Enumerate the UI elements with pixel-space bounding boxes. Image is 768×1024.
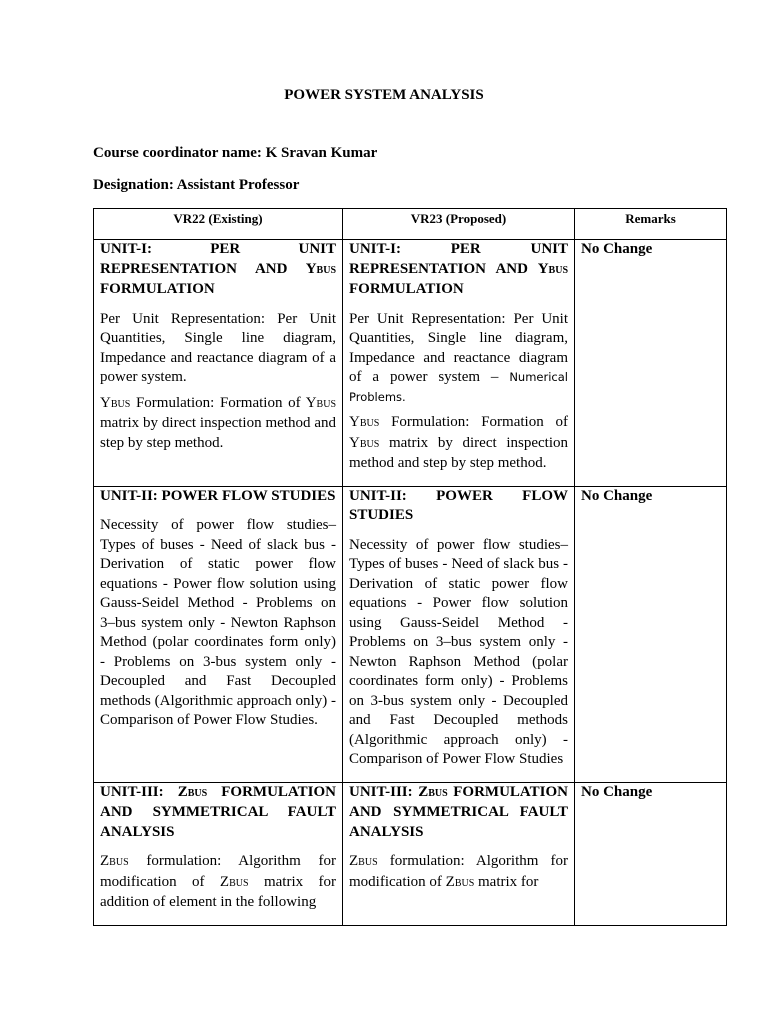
unit1-proposed-cell bbox=[343, 240, 575, 487]
unit1-existing-para1: Per Unit Representation: Per Unit Quantities, Single line diagram, Impedance and reactance diagram of a power system. bbox=[100, 310, 336, 385]
designation: Designation: Assistant Professor bbox=[93, 177, 300, 193]
unit2-proposed-cell bbox=[343, 486, 575, 782]
unit1-existing-cell bbox=[94, 240, 343, 487]
page-title: POWER SYSTEM ANALYSIS bbox=[284, 87, 484, 103]
unit3-existing-heading: UNIT-III: ZBUS FORMULATION AND SYMMETRICAL FAULT ANALYSIS bbox=[100, 783, 336, 840]
course-coordinator: Course coordinator name: K Sravan Kumar bbox=[93, 145, 378, 161]
header-existing: VR22 (Existing) bbox=[94, 209, 343, 240]
unit1-existing-heading: UNIT-I: PER UNIT REPRESENTATION AND YBUS FORMULATION bbox=[100, 241, 336, 297]
unit3-remark: No Change bbox=[575, 782, 727, 925]
table-row bbox=[94, 240, 727, 487]
unit2-existing-para1: Necessity of power flow studies– Types of buses - Need of slack bus - Derivation of static power flow equations - Power flow solution using Gauss-Seidel Method - Problems on 3–bus system only - Newton Raphson Method (polar coordinates form only) - Problems on 3-bus system only - Decoupled and Fast Decoupled methods (Algorithmic approach only) - Comparison of Power Flow Studies. bbox=[100, 517, 336, 728]
unit2-remark: No Change bbox=[575, 486, 727, 782]
unit3-proposed-cell bbox=[343, 782, 575, 925]
unit1-remark: No Change bbox=[575, 240, 727, 487]
unit3-existing-para1: ZBUS formulation: Algorithm for modification of ZBUS matrix for addition of element in the following bbox=[100, 853, 336, 910]
table-row bbox=[94, 782, 727, 925]
unit3-proposed-para1: ZBUS formulation: Algorithm for modification of ZBUS matrix for bbox=[349, 853, 568, 890]
unit1-proposed-para2: YBUS Formulation: Formation of YBUS matrix by direct inspection method and step by step method. bbox=[349, 414, 568, 471]
unit2-proposed-para1: Necessity of power flow studies– Types of buses - Need of slack bus - Derivation of static power flow equations - Power flow solution using Gauss-Seidel Method - Problems on 3–bus system only - Newton Raphson Method (polar coordinates form only) - Problems on 3-bus system only - Decoupled and Fast Decoupled methods (Algorithmic approach only) - Comparison of Power Flow Studies bbox=[349, 536, 568, 767]
unit3-proposed-heading: UNIT-III: ZBUS FORMULATION AND SYMMETRICAL FAULT ANALYSIS bbox=[349, 783, 568, 840]
unit1-existing-para2: YBUS Formulation: Formation of YBUS matrix by direct inspection method and step by step method. bbox=[100, 394, 336, 451]
unit2-existing-cell bbox=[94, 486, 343, 782]
table-row bbox=[94, 486, 727, 782]
unit3-existing-cell bbox=[94, 782, 343, 925]
header-proposed: VR23 (Proposed) bbox=[343, 209, 575, 240]
syllabus-comparison-table bbox=[93, 208, 727, 926]
numerical-problems-addition: Numerical Problems. bbox=[349, 370, 568, 404]
table-header-row bbox=[94, 209, 727, 240]
unit1-proposed-para1: Per Unit Representation: Per Unit Quantities, Single line diagram, Impedance and reactance diagram of a power system – Numerical Problems. bbox=[349, 310, 568, 404]
unit2-proposed-heading: UNIT-II: POWER FLOW STUDIES bbox=[349, 487, 568, 523]
unit2-existing-heading: UNIT-II: POWER FLOW STUDIES bbox=[100, 487, 336, 504]
unit1-proposed-heading: UNIT-I: PER UNIT REPRESENTATION AND YBUS FORMULATION bbox=[349, 241, 568, 297]
header-remarks: Remarks bbox=[575, 209, 727, 240]
